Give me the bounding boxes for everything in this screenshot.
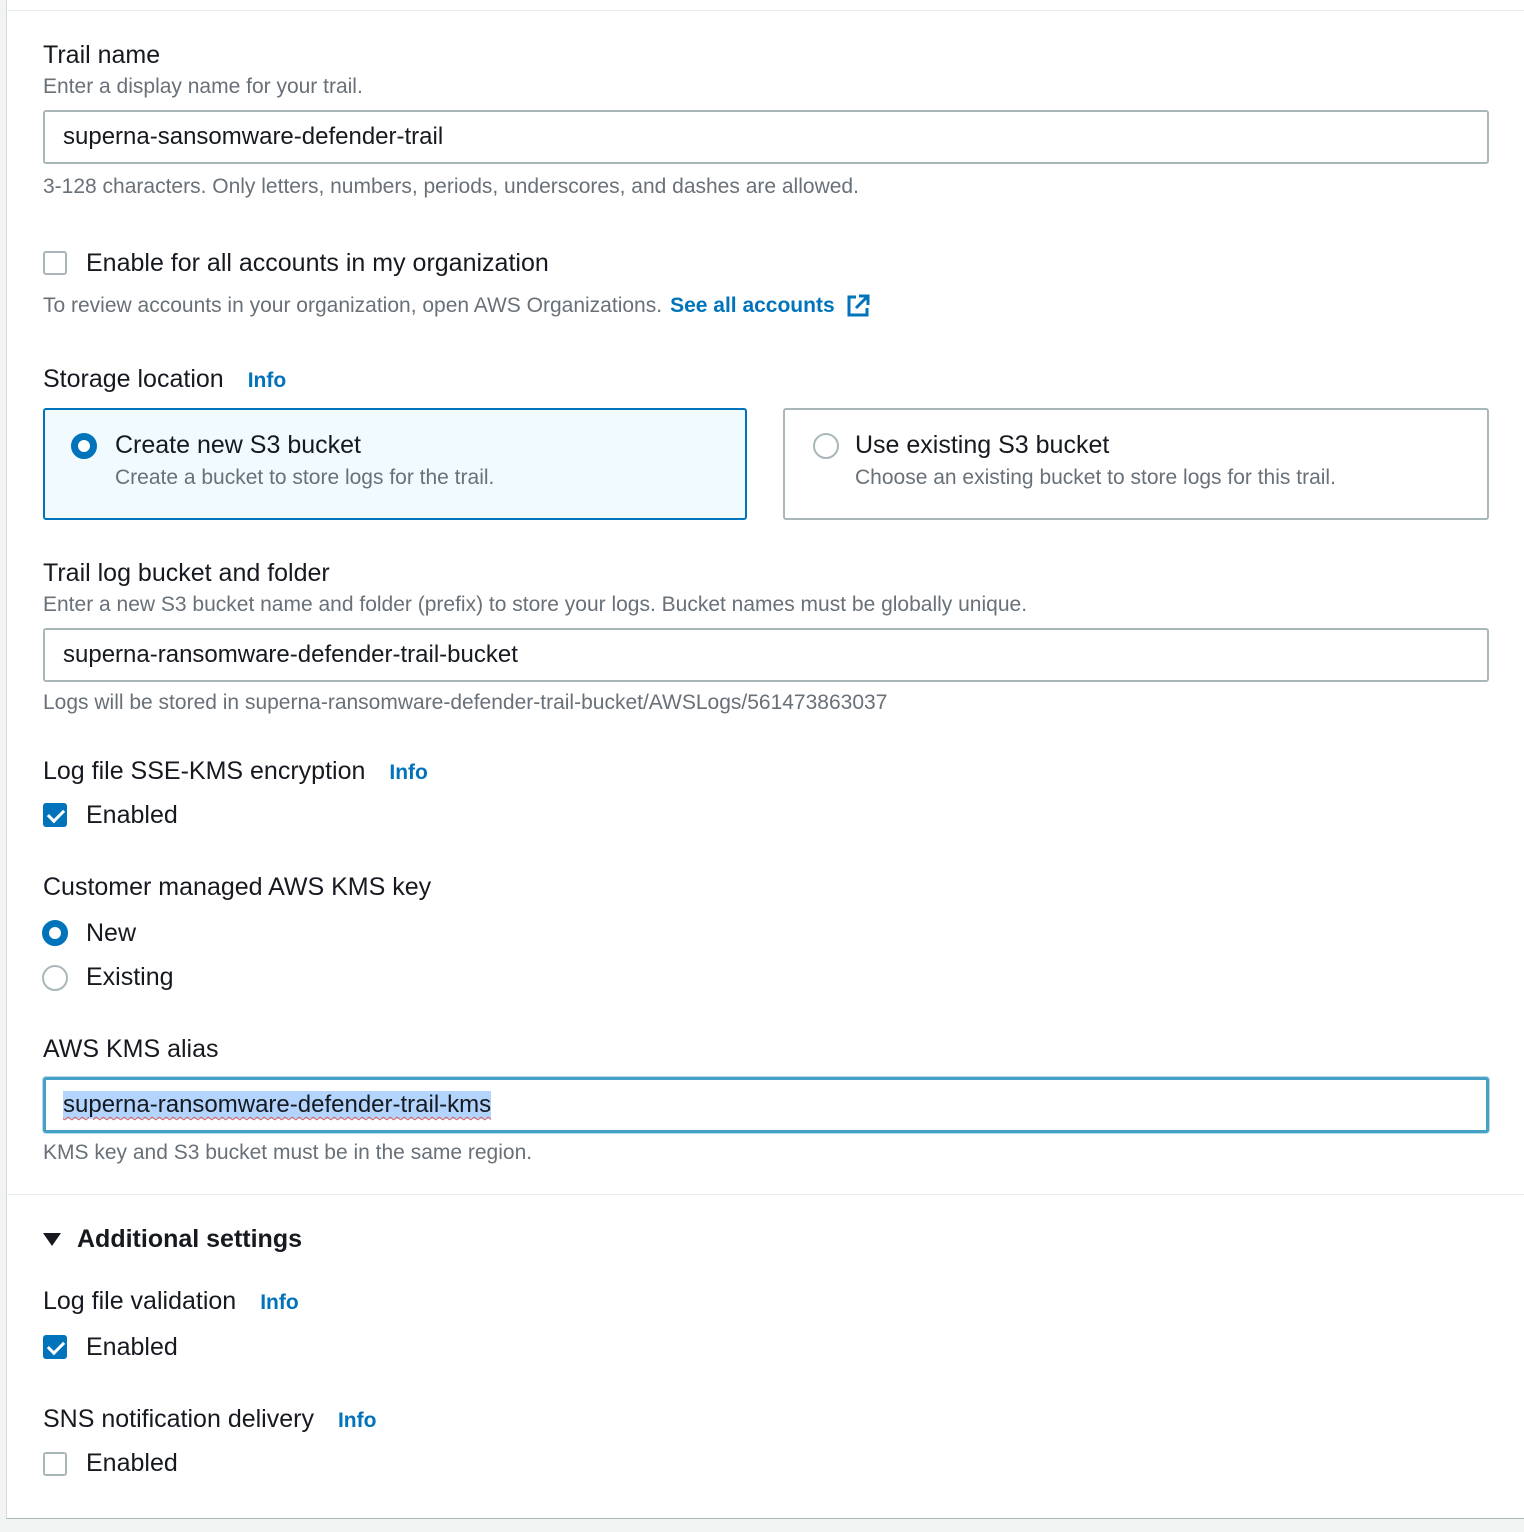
log-validation-checkbox-label[interactable]: Enabled xyxy=(86,1333,178,1361)
kms-key-new-label[interactable]: New xyxy=(86,919,137,947)
organization-checkbox[interactable] xyxy=(43,251,67,275)
organization-description: To review accounts in your organization, open AWS Organizations. xyxy=(43,294,663,317)
encryption-label: Log file SSE-KMS encryption xyxy=(43,757,366,785)
sns-checkbox-label[interactable]: Enabled xyxy=(86,1449,178,1477)
organization-description-row xyxy=(43,293,871,319)
sns-header xyxy=(43,1404,376,1434)
trail-name-label: Trail name xyxy=(43,41,161,69)
trail-name-value: superna-sansomware-defender-trail xyxy=(63,123,444,150)
encryption-info-link[interactable]: Info xyxy=(389,761,428,784)
kms-key-new-radio[interactable] xyxy=(42,920,68,946)
log-validation-label: Log file validation xyxy=(43,1287,237,1315)
storage-location-info-link[interactable]: Info xyxy=(247,369,287,392)
kms-key-label: Customer managed AWS KMS key xyxy=(43,873,432,901)
organization-checkbox-label[interactable]: Enable for all accounts in my organization xyxy=(86,249,549,277)
kms-alias-hint: KMS key and S3 bucket must be in the same region. xyxy=(43,1141,533,1164)
encryption-checkbox-label[interactable]: Enabled xyxy=(86,801,178,829)
use-existing-bucket-radio[interactable] xyxy=(813,433,839,459)
create-new-bucket-title: Create new S3 bucket xyxy=(115,431,361,459)
use-existing-bucket-description: Choose an existing bucket to store logs for this trail. xyxy=(855,466,1336,489)
log-validation-header xyxy=(43,1286,299,1316)
encryption-checkbox[interactable] xyxy=(43,803,67,827)
use-existing-bucket-title: Use existing S3 bucket xyxy=(855,431,1110,459)
kms-alias-label: AWS KMS alias xyxy=(43,1035,219,1063)
kms-alias-input[interactable] xyxy=(43,1077,1489,1133)
trail-name-input[interactable] xyxy=(43,110,1489,164)
caret-down-icon xyxy=(43,1233,61,1246)
top-divider xyxy=(7,10,1524,11)
kms-key-existing-label[interactable]: Existing xyxy=(86,963,174,991)
external-link-icon[interactable] xyxy=(845,293,871,319)
create-new-bucket-description: Create a bucket to store logs for the trail. xyxy=(115,466,495,489)
sns-info-link[interactable]: Info xyxy=(337,1409,377,1432)
kms-key-existing-radio[interactable] xyxy=(42,965,68,991)
log-validation-info-link[interactable]: Info xyxy=(260,1291,299,1314)
bucket-input[interactable] xyxy=(43,628,1489,682)
create-new-bucket-radio[interactable] xyxy=(71,433,97,459)
log-validation-checkbox[interactable] xyxy=(43,1335,67,1359)
bucket-label: Trail log bucket and folder xyxy=(43,559,330,587)
sns-label: SNS notification delivery xyxy=(43,1405,314,1433)
storage-location-header xyxy=(43,364,286,394)
bucket-hint: Logs will be stored in superna-ransomware-defender-trail-bucket/AWSLogs/561473863037 xyxy=(43,691,888,714)
trail-name-description: Enter a display name for your trail. xyxy=(43,75,363,98)
additional-settings-title: Additional settings xyxy=(77,1225,302,1253)
section-divider xyxy=(7,1194,1524,1195)
create-new-bucket-tile[interactable] xyxy=(43,408,747,520)
sns-checkbox[interactable] xyxy=(43,1452,67,1476)
kms-alias-value: superna-ransomware-defender-trail-kms xyxy=(63,1091,492,1118)
additional-settings-toggle[interactable] xyxy=(43,1224,302,1254)
trail-name-constraint: 3-128 characters. Only letters, numbers, periods, underscores, and dashes are allowed. xyxy=(43,175,859,198)
see-all-accounts-link[interactable]: See all accounts xyxy=(670,294,835,317)
encryption-header xyxy=(43,756,428,786)
bucket-value: superna-ransomware-defender-trail-bucket xyxy=(63,641,518,668)
trail-settings-panel xyxy=(6,0,1524,1519)
storage-location-label: Storage location xyxy=(43,365,224,393)
use-existing-bucket-tile[interactable] xyxy=(783,408,1489,520)
bucket-description: Enter a new S3 bucket name and folder (prefix) to store your logs. Bucket names must be globally unique. xyxy=(43,593,1028,616)
